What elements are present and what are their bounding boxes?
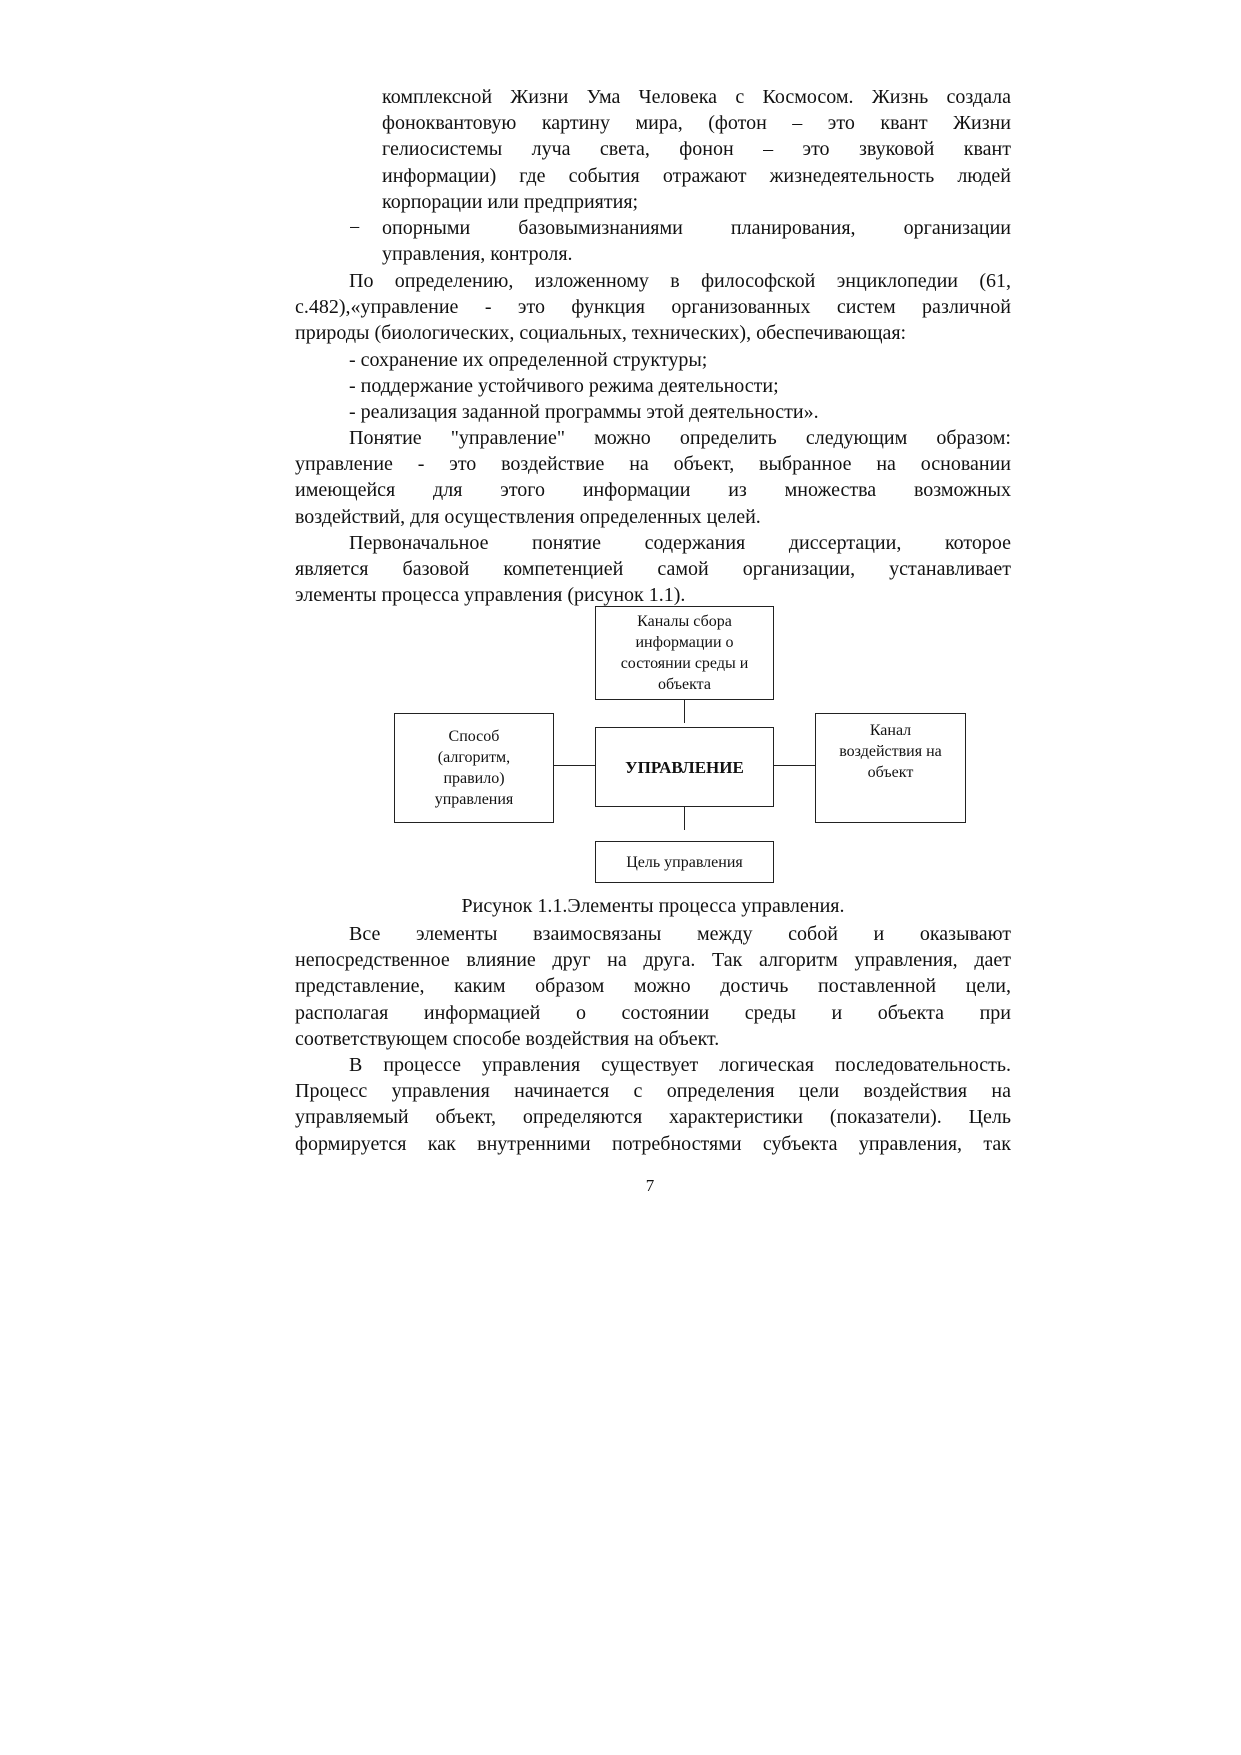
text-line: По определению, изложенному в философской энциклопедии (61, [349,270,1011,292]
paragraph-concept [295,425,1011,530]
text-line: с.482),«управление - это функция организованных систем различной [295,296,1011,319]
box-text-line: Каналы сбора [637,613,732,630]
text-line: непосредственное влияние друг на друга. Так алгоритм управления, дает [295,949,1011,972]
box-method [394,713,554,823]
text-line: Первоначальное понятие содержания диссертации, которое [349,532,1011,554]
box-text-line: Канал [869,722,912,739]
paragraph-definition [295,268,1011,425]
box-text-line: объекта [658,676,711,693]
figure-caption: Рисунок 1.1.Элементы процесса управления. [461,895,845,917]
text-line: управления, контроля. [382,243,573,266]
paragraph-process [295,1052,1011,1157]
box-information-channels [595,606,774,700]
text-line: является базовой компетенцией самой организации, устанавливает [295,558,1011,581]
text-line: управление - это воздействие на объект, выбранное на основании [295,453,1011,476]
box-text-line: информации о [635,634,734,651]
box-text-line: Способ [448,728,500,745]
list-item: - реализация заданной программы этой деятельности». [349,401,819,424]
text-line: Все элементы взаимосвязаны между собой и оказывают [349,923,1011,945]
text-line: воздействий, для осуществления определенных целей. [295,505,761,528]
connector-left [553,765,595,766]
connector-bottom [684,806,685,830]
box-text-line: (алгоритм, [437,749,511,766]
text-line: опорными базовымизнаниями планирования, организации [382,217,1011,239]
box-goal [595,841,774,883]
text-line: элементы процесса управления (рисунок 1.1). [295,584,686,607]
top-continuation-block [382,84,1011,215]
text-line: формируется как внутренними потребностями субъекта управления, так [295,1132,1011,1155]
connector-top [684,699,685,723]
paragraph-elements [295,921,1011,1052]
connector-right [774,765,816,766]
page-number: 7 [645,1176,655,1195]
box-text-line: правило) [443,770,505,787]
box-text-line: состоянии среды и [620,655,749,672]
box-text-line: объект [867,764,914,781]
text-line: представление, каким образом можно достичь поставленной цели, [295,975,1011,998]
text-line: корпорации или предприятия; [382,190,639,213]
text-line: информации) где события отражают жизнедеятельность людей [382,164,1011,187]
box-management [595,727,774,807]
text-line: В процессе управления существует логическая последовательность. [349,1054,1011,1076]
text-line: природы (биологических, социальных, технических), обеспечивающая: [295,322,907,345]
box-text-line: управления [434,791,514,808]
text-line: фоноквантовую картину мира, (фотон – это квант Жизни [382,112,1011,135]
text-line: Процесс управления начинается с определения цели воздействия на [295,1080,1011,1103]
paragraph-intro-figure [295,530,1011,609]
text-line: располагая информацией о состоянии среды и объекта при [295,1001,1011,1024]
box-text-line: УПРАВЛЕНИЕ [625,757,744,777]
text-line: соответствующем способе воздействия на объект. [295,1027,720,1050]
text-line: гелиосистемы луча света, фонон – это звуковой квант [382,138,1011,161]
box-impact-channel [815,713,966,823]
text-line: комплексной Жизни Ума Человека с Космосом. Жизнь создала [382,86,1011,108]
management-diagram [390,603,970,883]
dash-marker: − [349,217,361,239]
text-line: управляемый объект, определяются характеристики (показатели). Цель [295,1106,1011,1129]
dash-list-item [295,215,1011,267]
box-text-line: Цель управления [626,853,743,871]
list-item: - сохранение их определенной структуры; [349,348,708,371]
text-line: имеющейся для этого информации из множества возможных [295,479,1011,502]
text-line: Понятие "управление" можно определить следующим образом: [349,427,1011,449]
list-item: - поддержание устойчивого режима деятельности; [349,374,779,397]
box-text-line: воздействия на [839,743,942,760]
